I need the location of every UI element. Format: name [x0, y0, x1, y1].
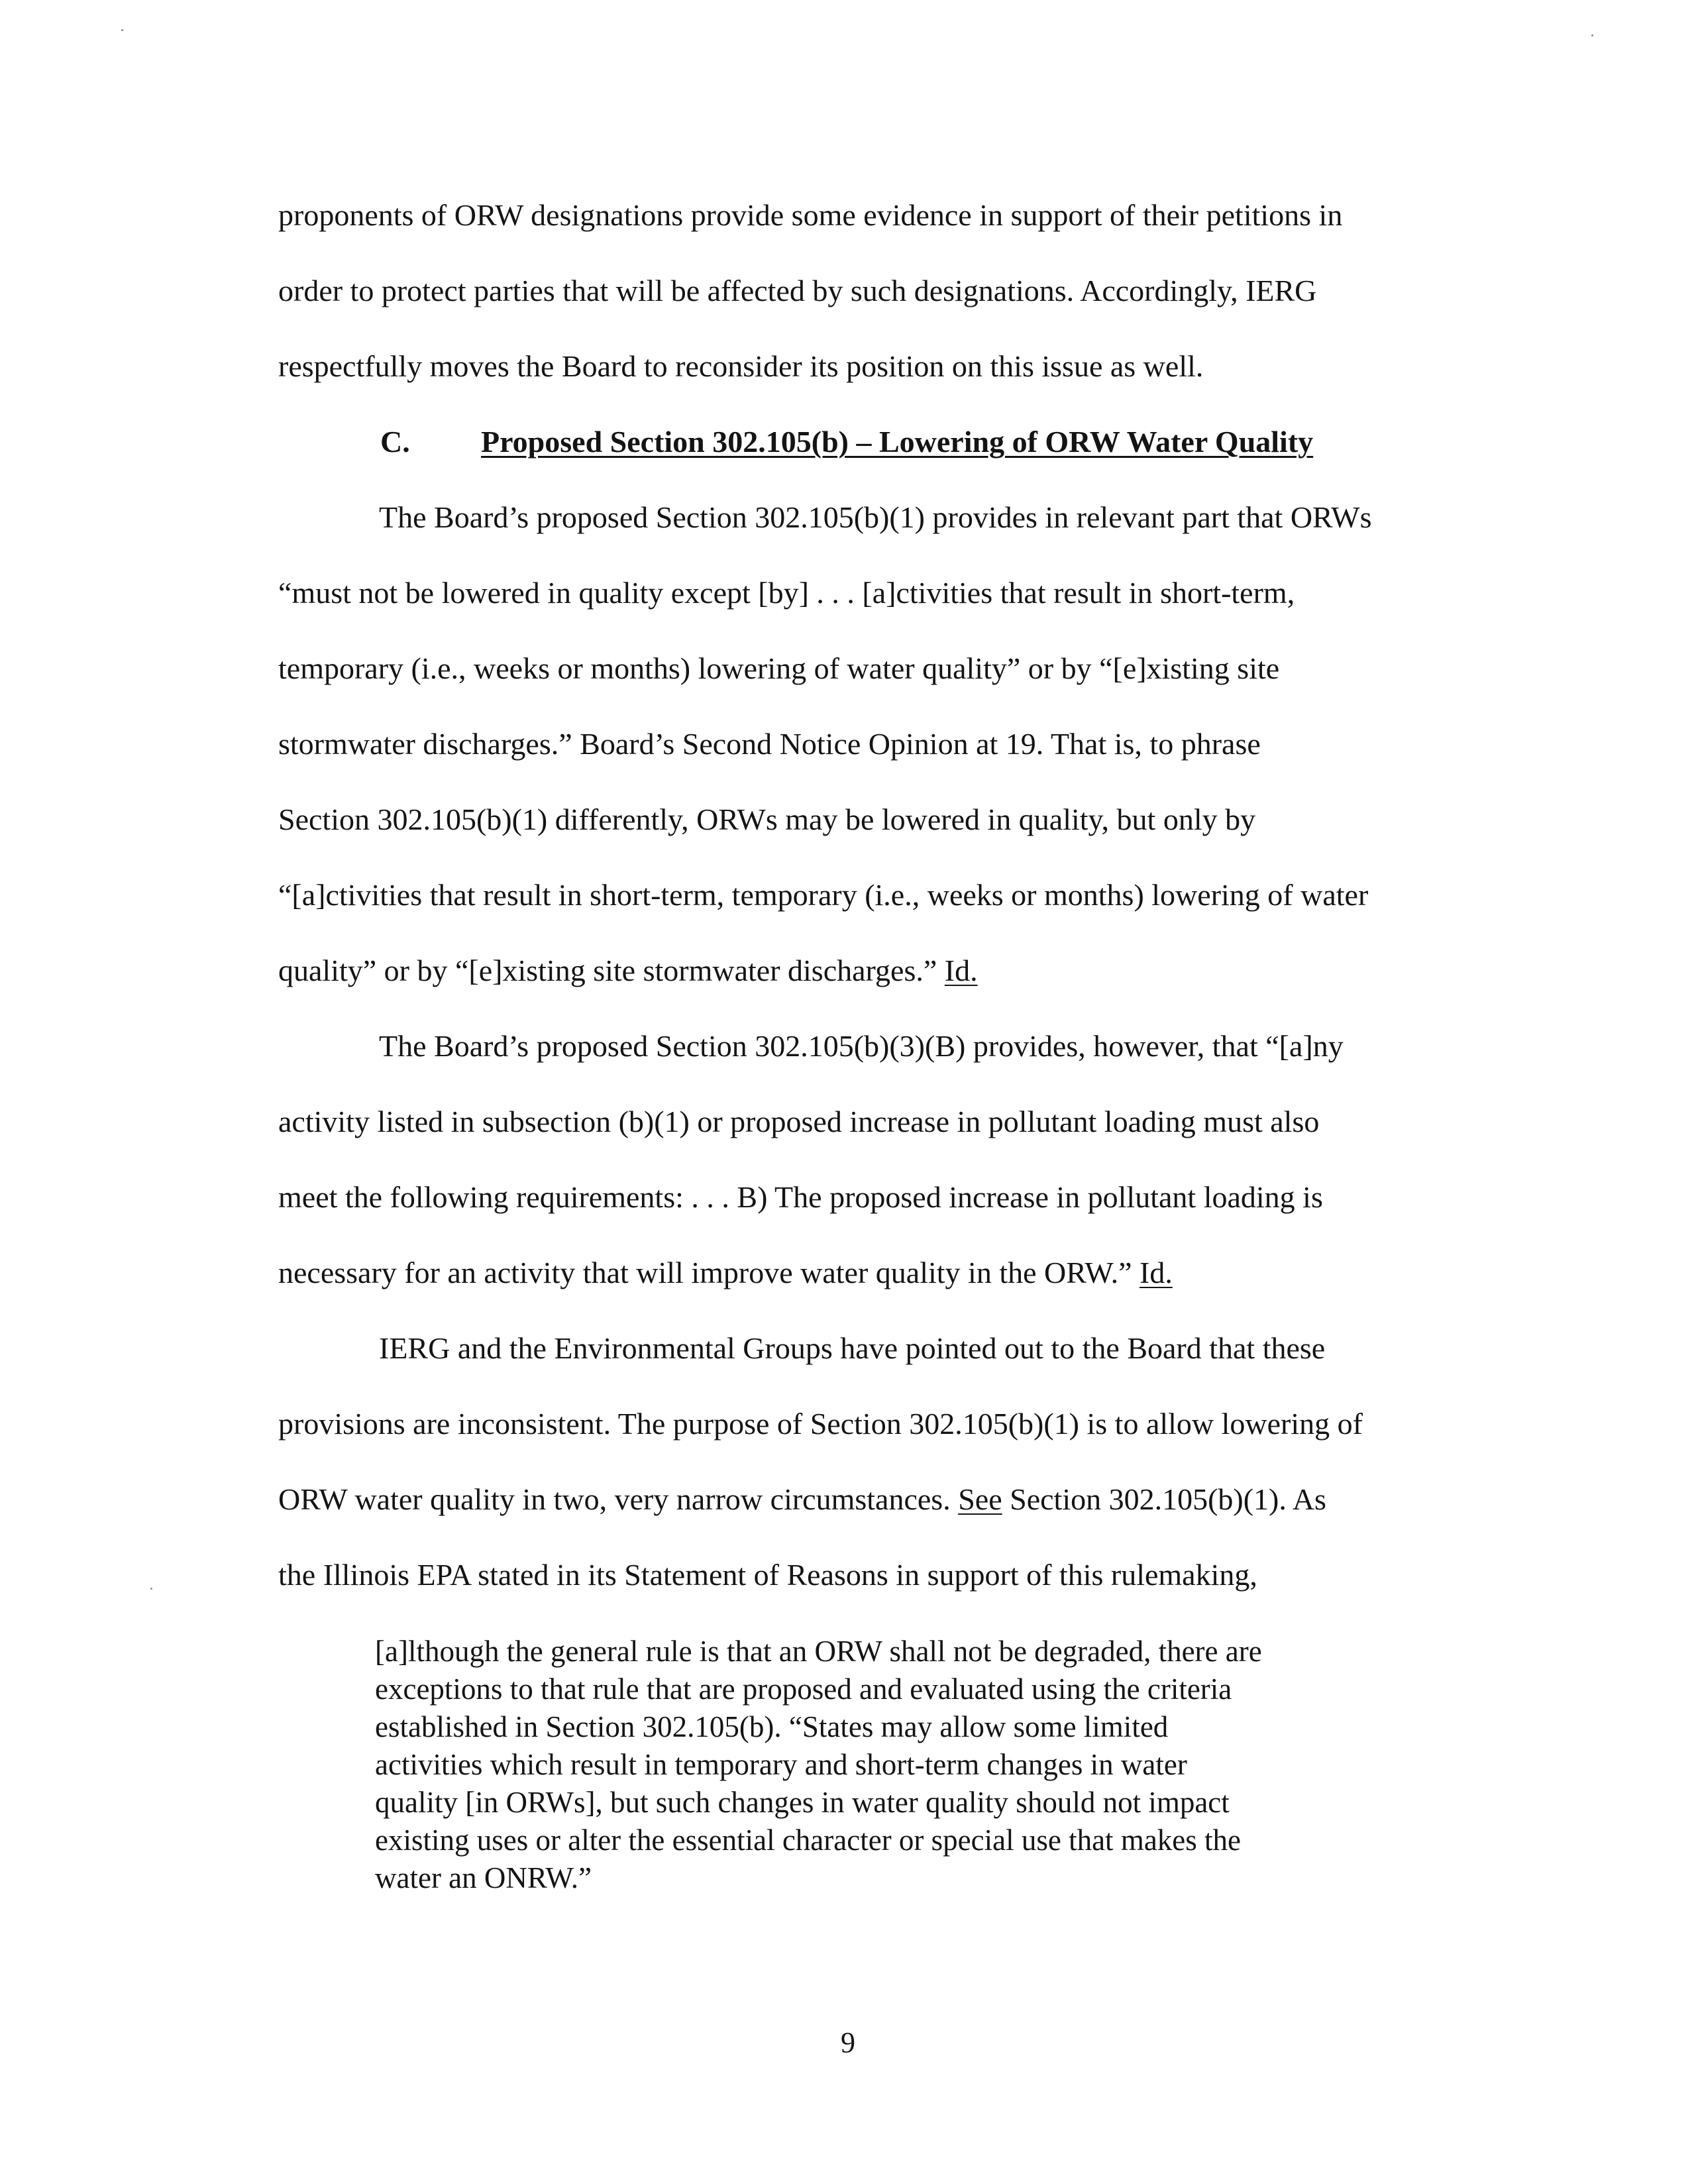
- text-line: activity listed in subsection (b)(1) or proposed increase in pollutant loading must also: [278, 1105, 1320, 1138]
- section-title-text: Proposed Section 302.105(b) – Lowering of ORW Water Quality: [481, 425, 1314, 459]
- scan-speck: [121, 29, 123, 31]
- text-line: meet the following requirements: . . . B) The proposed increase in pollutant loading is: [278, 1180, 1323, 1214]
- text-line: stormwater discharges.” Board’s Second Notice Opinion at 19. That is, to phrase: [278, 727, 1261, 761]
- text-span: quality” or by “[e]xisting site stormwater discharges.”: [278, 954, 945, 987]
- text-line: order to protect parties that will be affected by such designations. Accordingly, IERG: [278, 274, 1317, 307]
- text-span: ORW water quality in two, very narrow circumstances.: [278, 1482, 959, 1516]
- text-line: temporary (i.e., weeks or months) lowering of water quality” or by “[e]xisting site: [278, 651, 1280, 685]
- quote-line: established in Section 302.105(b). “States may allow some limited: [375, 1710, 1169, 1743]
- text-line: [278, 1482, 1326, 1517]
- quote-line: exceptions to that rule that are proposed and evaluated using the criteria: [375, 1672, 1232, 1706]
- text-line: “must not be lowered in quality except [by] . . . [a]ctivities that result in short-term,: [278, 576, 1295, 610]
- text-line: IERG and the Environmental Groups have pointed out to the Board that these: [379, 1331, 1326, 1365]
- text-line: [278, 1255, 1173, 1291]
- scan-speck: [150, 1588, 152, 1590]
- quote-line: quality [in ORWs], but such changes in water quality should not impact: [375, 1786, 1230, 1819]
- section-heading: [380, 424, 410, 460]
- text-line: “[a]ctivities that result in short-term, temporary (i.e., weeks or months) lowering of water: [278, 878, 1369, 912]
- text-span: Section 302.105(b)(1). As: [1002, 1482, 1326, 1516]
- section-title: [481, 424, 1313, 460]
- citation-signal: See: [958, 1482, 1002, 1516]
- text-line: the Illinois EPA stated in its Statement of Reasons in support of this rulemaking,: [278, 1558, 1257, 1592]
- text-line: Section 302.105(b)(1) differently, ORWs may be lowered in quality, but only by: [278, 802, 1256, 836]
- text-line: proponents of ORW designations provide some evidence in support of their petitions in: [278, 198, 1343, 232]
- quote-line: [a]lthough the general rule is that an ORW shall not be degraded, there are: [375, 1635, 1262, 1668]
- text-line: The Board’s proposed Section 302.105(b)(3)(B) provides, however, that “[a]ny: [379, 1029, 1344, 1063]
- citation-id: Id.: [944, 954, 978, 987]
- text-line: The Board’s proposed Section 302.105(b)(1) provides in relevant part that ORWs: [379, 500, 1372, 534]
- citation-id: Id.: [1140, 1256, 1173, 1289]
- text-line: provisions are inconsistent. The purpose of Section 302.105(b)(1) is to allow lowering of: [278, 1407, 1363, 1441]
- scan-speck: [1591, 34, 1593, 36]
- quote-line: water an ONRW.”: [375, 1861, 592, 1894]
- quote-line: existing uses or alter the essential character or special use that makes the: [375, 1824, 1241, 1857]
- text-line: respectfully moves the Board to reconsider its position on this issue as well.: [278, 349, 1204, 383]
- page-number: 9: [841, 2026, 855, 2059]
- text-span: necessary for an activity that will improve water quality in the ORW.”: [278, 1256, 1140, 1289]
- section-letter: C.: [380, 425, 410, 459]
- quote-line: activities which result in temporary and short-term changes in water: [375, 1748, 1187, 1781]
- text-line: [278, 953, 978, 989]
